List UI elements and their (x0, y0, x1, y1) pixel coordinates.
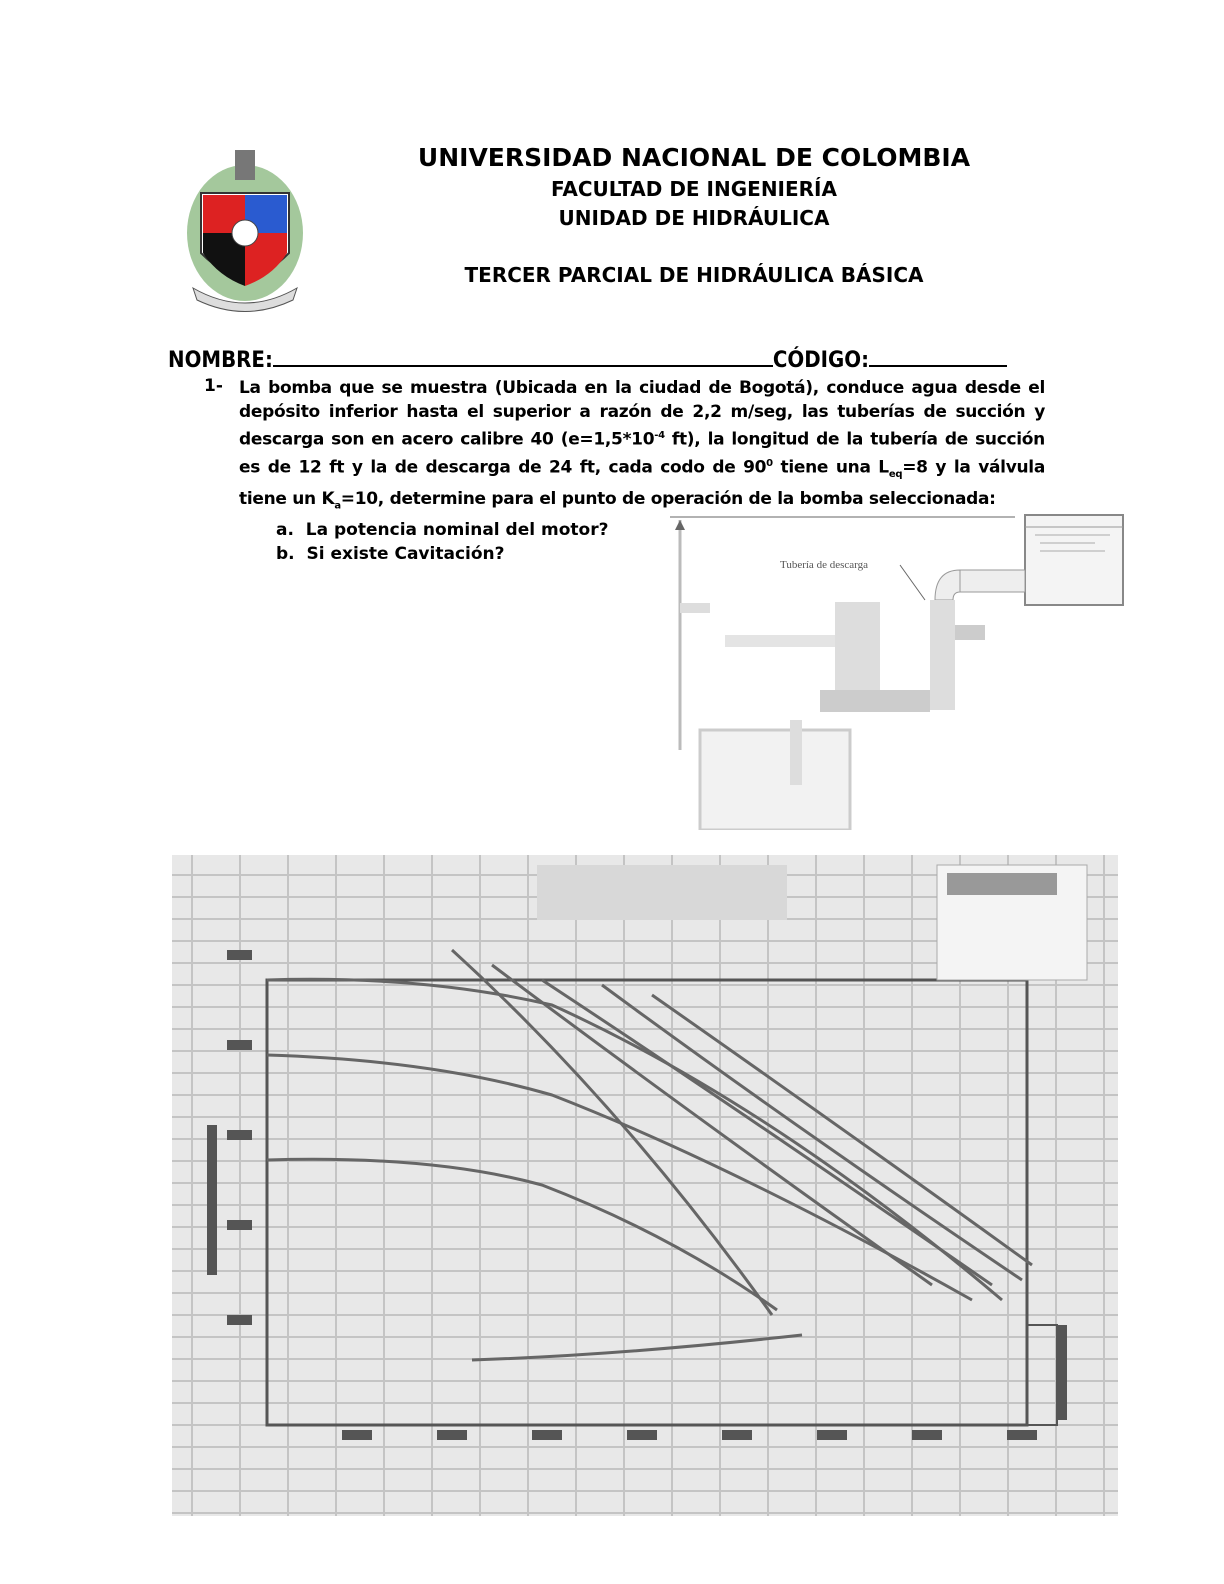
university-name: UNIVERSIDAD NACIONAL DE COLOMBIA (417, 143, 971, 172)
question-text-part: tiene una L (772, 457, 889, 478)
name-field[interactable] (273, 345, 773, 367)
exponent: -4 (654, 430, 665, 441)
unit-name: UNIDAD DE HIDRÁULICA (558, 206, 830, 230)
question-number: 1- (204, 376, 223, 396)
exam-title: TERCER PARCIAL DE HIDRÁULICA BÁSICA (464, 263, 924, 287)
university-seal-logo (183, 148, 307, 312)
item-b (276, 544, 505, 564)
question-text-part: =8 y la válvula tiene un K (239, 457, 1045, 509)
pump-system-diagram (655, 505, 1135, 830)
code-label: CÓDIGO: (772, 348, 869, 373)
question-text-part: =10, determine para el punto de operación de la bomba seleccionada: (340, 488, 996, 509)
item-label: a. (276, 520, 294, 540)
code-field[interactable] (869, 345, 1007, 367)
item-text: Si existe Cavitación? (306, 544, 505, 564)
faculty-name: FACULTAD DE INGENIERÍA (551, 177, 837, 201)
subscript: eq (888, 468, 903, 480)
name-code-row (168, 345, 1007, 373)
name-label: NOMBRE: (168, 348, 273, 373)
question-text-part: La bomba que se muestra (Ubicada en la ciudad de Bogotá), conduce agua desde el depósito inferior hasta el superior a razón de 2,2 m/seg, las tuberías de succión y descarga son en acero calibre 40 (e=1,5*10 (239, 378, 1045, 450)
question-text (239, 376, 1045, 518)
pump-performance-curves-image (172, 855, 1118, 1516)
question-text-part: ft), la longitud de la tubería de succión es de 12 ft y la de descarga de 24 ft, cada codo de 90 (239, 429, 1045, 478)
exponent: 0 (766, 457, 773, 469)
subscript: a (334, 500, 341, 512)
discharge-pipe-label: Tubería de descarga (780, 559, 868, 571)
item-text: La potencia nominal del motor? (305, 520, 609, 540)
item-a (276, 520, 608, 540)
item-label: b. (276, 544, 295, 564)
